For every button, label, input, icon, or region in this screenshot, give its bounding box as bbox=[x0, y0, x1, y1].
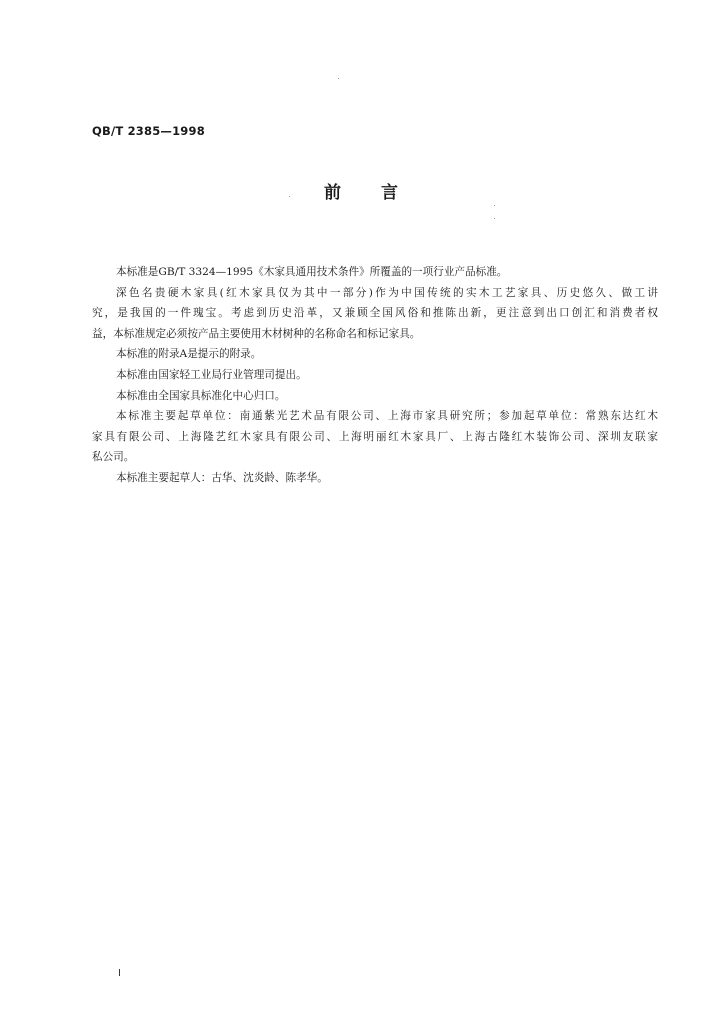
paragraph bbox=[92, 365, 658, 386]
standard-code: QB/T 2385—1998 bbox=[92, 124, 205, 138]
text-line: 本标准由全国家具标准化中心归口。 bbox=[116, 389, 286, 402]
paragraph bbox=[92, 386, 658, 407]
paragraph bbox=[92, 468, 658, 489]
scan-speck bbox=[494, 218, 495, 219]
scan-speck bbox=[289, 196, 290, 197]
text-line: 深色名贵硬木家具(红木家具仅为其中一部分)作为中国传统的实木工艺家具、历史悠久、做工讲 bbox=[116, 286, 658, 299]
page-title: 前言 bbox=[324, 183, 438, 203]
scan-speck bbox=[494, 205, 495, 206]
text-line: 本标准主要起草人：古华、沈炎龄、陈孝华。 bbox=[116, 471, 328, 484]
scan-speck bbox=[338, 78, 339, 79]
text-line: 私公司。 bbox=[92, 451, 135, 464]
preface-body bbox=[92, 262, 658, 489]
text-line: 本标准的附录A是提示的附录。 bbox=[116, 348, 262, 361]
paragraph bbox=[92, 283, 658, 345]
text-line: 益，本标准规定必须按产品主要使用木材树种的名称命名和标记家具。 bbox=[92, 327, 421, 340]
text-line: 家具有限公司、上海隆艺红木家具有限公司、上海明丽红木家具厂、上海古隆红木装饰公司、深圳友联家 bbox=[92, 430, 658, 443]
text-line: 本标准主要起草单位：南通紫光艺术品有限公司、上海市家具研究所；参加起草单位：常熟东达红木 bbox=[116, 410, 658, 423]
paragraph bbox=[92, 262, 658, 283]
paragraph bbox=[92, 406, 658, 468]
text-line: 本标准由国家轻工业局行业管理司提出。 bbox=[116, 368, 307, 381]
paragraph bbox=[92, 344, 658, 365]
page-number: I bbox=[118, 968, 121, 979]
text-line: 究，是我国的一件瑰宝。考虑到历史沿革，又兼顾全国风俗和推陈出新，更注意到出口创汇和消费者权 bbox=[92, 307, 658, 320]
text-line: 本标准是GB/T 3324—1995《木家具通用技术条件》所覆盖的一项行业产品标准。 bbox=[116, 266, 508, 278]
